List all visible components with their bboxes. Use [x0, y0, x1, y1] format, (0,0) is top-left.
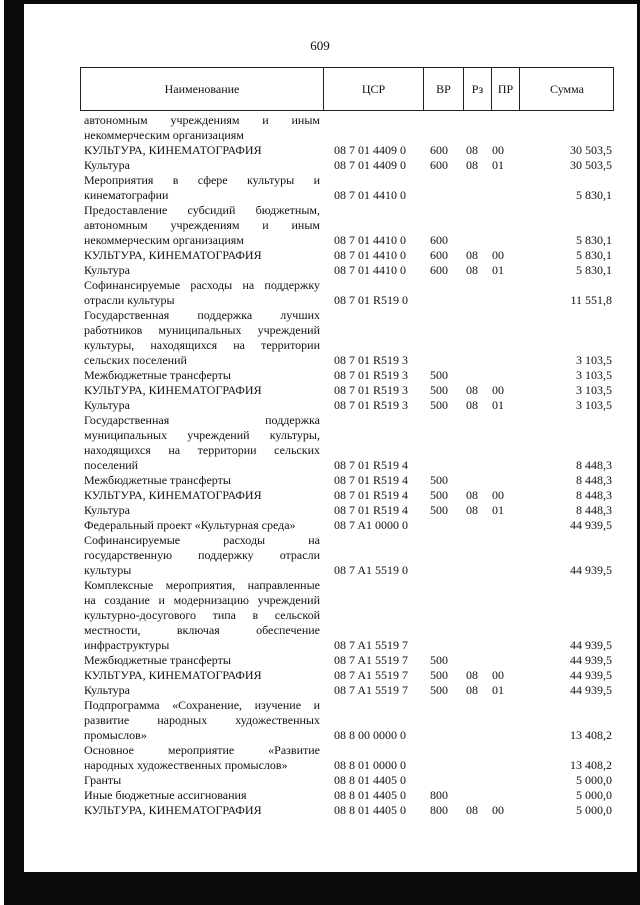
row-sum: 44 939,5 [570, 563, 612, 577]
header-sum: Сумма [550, 82, 584, 96]
row-name-line: отрасли культуры [84, 293, 175, 307]
row-pr: 00 [492, 248, 504, 262]
table-row [0, 578, 640, 653]
row-sum: 5 830,1 [576, 248, 612, 262]
row-sum: 8 448,3 [576, 488, 612, 502]
row-vr [430, 458, 460, 473]
row-vr: 600 [430, 263, 448, 277]
table-row [0, 383, 640, 398]
row-rz: 08 [466, 398, 478, 412]
row-rz [466, 563, 488, 578]
row-pr [492, 758, 518, 773]
row-sum: 13 408,2 [570, 728, 612, 742]
row-rz: 08 [466, 668, 478, 682]
row-name-line: развитие народных художественных [84, 713, 320, 727]
row-csr: 08 7 A1 5519 0 [334, 563, 409, 577]
row-rz [466, 233, 488, 248]
row-vr: 600 [430, 158, 448, 172]
table-row [0, 653, 640, 668]
row-name-line: Культура [84, 683, 130, 697]
table-row [0, 668, 640, 683]
row-rz: 08 [466, 683, 478, 697]
row-name-line: культуры, находящихся на территории [84, 338, 320, 352]
table-row [0, 788, 640, 803]
row-name-line: Культура [84, 158, 130, 172]
row-vr [430, 728, 460, 743]
row-vr [430, 188, 460, 203]
row-rz [466, 653, 488, 668]
row-rz: 08 [466, 158, 478, 172]
row-name-line: Государственная поддержка [84, 413, 320, 427]
row-name-line: КУЛЬТУРА, КИНЕМАТОГРАФИЯ [84, 488, 262, 502]
table-row [0, 773, 640, 788]
row-name-line: промыслов» [84, 728, 147, 742]
row-csr: 08 7 A1 5519 7 [334, 638, 409, 652]
row-vr: 500 [430, 368, 448, 382]
table-row [0, 158, 640, 173]
table-row [0, 278, 640, 308]
row-name-line: местности, включая обеспечение [84, 623, 320, 637]
row-name-line: Гранты [84, 773, 122, 787]
row-name-line: культурно-досугового типа в сельской [84, 608, 320, 622]
row-pr: 01 [492, 683, 504, 697]
row-vr: 500 [430, 683, 448, 697]
row-name-line: автономным учреждениям и иным [84, 218, 320, 232]
table-row [0, 398, 640, 413]
row-csr: 08 7 A1 0000 0 [334, 518, 409, 532]
row-name-line: Подпрограмма «Сохранение, изучение и [84, 698, 320, 712]
row-csr: 08 7 01 R519 3 [334, 398, 409, 412]
row-csr [334, 128, 430, 143]
row-csr: 08 7 01 R519 4 [334, 503, 409, 517]
row-csr: 08 8 01 4405 0 [334, 773, 406, 787]
row-pr [492, 653, 518, 668]
row-rz [466, 773, 488, 788]
row-csr: 08 7 A1 5519 7 [334, 653, 409, 667]
row-vr [430, 638, 460, 653]
row-rz [466, 128, 488, 143]
table-row [0, 203, 640, 248]
row-name-line: народных художественных промыслов» [84, 758, 288, 772]
row-name-line: КУЛЬТУРА, КИНЕМАТОГРАФИЯ [84, 143, 262, 157]
row-name-line: некоммерческим организациям [84, 128, 244, 142]
row-name-line: Основное мероприятие «Развитие [84, 743, 320, 757]
row-sum: 5 830,1 [576, 263, 612, 277]
row-rz [466, 293, 488, 308]
page-number: 609 [310, 38, 330, 53]
row-pr: 00 [492, 383, 504, 397]
row-vr: 500 [430, 668, 448, 682]
row-name-line: Культура [84, 503, 130, 517]
row-sum: 3 103,5 [576, 383, 612, 397]
table-row [0, 473, 640, 488]
table-row [0, 683, 640, 698]
row-rz [466, 353, 488, 368]
table-row [0, 698, 640, 743]
row-name-line: Софинансируемые расходы на поддержку [84, 278, 320, 292]
row-vr [430, 563, 460, 578]
row-vr: 600 [430, 143, 448, 157]
table-row [0, 143, 640, 158]
row-pr [492, 728, 518, 743]
table-row [0, 248, 640, 263]
row-sum [522, 128, 612, 143]
row-name-line: Культура [84, 263, 130, 277]
row-sum: 5 000,0 [576, 803, 612, 817]
header-vr: ВР [424, 68, 464, 110]
row-rz [466, 518, 488, 533]
row-vr: 800 [430, 788, 448, 802]
row-vr [430, 518, 460, 533]
row-csr: 08 7 01 R519 3 [334, 368, 409, 382]
row-sum: 3 103,5 [576, 398, 612, 412]
row-name-line: Государственная поддержка лучших [84, 308, 320, 322]
row-sum: 30 503,5 [570, 158, 612, 172]
row-pr [492, 368, 518, 383]
header-csr: ЦСР [324, 68, 424, 110]
row-vr: 800 [430, 803, 448, 817]
row-name-line: кинематографии [84, 188, 169, 202]
row-vr [430, 128, 460, 143]
header-name: Наименование [81, 68, 324, 110]
row-pr: 01 [492, 263, 504, 277]
row-csr: 08 7 01 4410 0 [334, 263, 406, 277]
row-name-line: Культура [84, 398, 130, 412]
row-pr [492, 233, 518, 248]
row-rz: 08 [466, 803, 478, 817]
row-vr: 500 [430, 503, 448, 517]
row-name-line: работников муниципальных учреждений [84, 323, 320, 337]
row-name-line: Федеральный проект «Культурная среда» [84, 518, 296, 532]
row-sum: 44 939,5 [570, 668, 612, 682]
row-rz: 08 [466, 263, 478, 277]
row-name-line: Межбюджетные трансферты [84, 653, 231, 667]
header-rz: Рз [464, 68, 492, 110]
row-pr [492, 458, 518, 473]
row-pr: 01 [492, 158, 504, 172]
row-csr: 08 7 01 4410 0 [334, 248, 406, 262]
row-sum: 44 939,5 [570, 638, 612, 652]
row-rz: 08 [466, 488, 478, 502]
row-vr: 500 [430, 488, 448, 502]
row-vr [430, 293, 460, 308]
table-row [0, 503, 640, 518]
table-row [0, 743, 640, 773]
row-csr: 08 7 A1 5519 7 [334, 668, 409, 682]
table-row [0, 368, 640, 383]
row-name-line: КУЛЬТУРА, КИНЕМАТОГРАФИЯ [84, 248, 262, 262]
row-name-line: государственную поддержку отрасли [84, 548, 320, 562]
row-csr: 08 7 01 R519 0 [334, 293, 409, 307]
table-row [0, 308, 640, 368]
row-csr: 08 7 01 4409 0 [334, 143, 406, 157]
row-sum: 3 103,5 [576, 368, 612, 382]
row-vr: 500 [430, 383, 448, 397]
row-sum: 5 000,0 [576, 788, 612, 802]
row-pr: 00 [492, 803, 504, 817]
row-csr: 08 7 01 R519 4 [334, 488, 409, 502]
row-pr [492, 128, 518, 143]
row-rz [466, 728, 488, 743]
row-csr: 08 8 01 4405 0 [334, 788, 406, 802]
row-vr [430, 353, 460, 368]
row-pr: 01 [492, 503, 504, 517]
row-sum: 13 408,2 [570, 758, 612, 772]
row-pr [492, 788, 518, 803]
row-rz: 08 [466, 248, 478, 262]
row-name-line: Межбюджетные трансферты [84, 368, 231, 382]
row-rz [466, 758, 488, 773]
row-sum: 30 503,5 [570, 143, 612, 157]
row-vr: 500 [430, 473, 448, 487]
row-sum: 11 551,8 [570, 293, 612, 307]
table-row [0, 533, 640, 578]
row-sum: 8 448,3 [576, 503, 612, 517]
row-sum: 5 830,1 [576, 233, 612, 247]
row-sum: 3 103,5 [576, 353, 612, 367]
row-pr [492, 293, 518, 308]
row-pr [492, 353, 518, 368]
row-name-line: Иные бюджетные ассигнования [84, 788, 247, 802]
row-csr: 08 8 01 0000 0 [334, 758, 406, 772]
row-csr: 08 8 01 4405 0 [334, 803, 406, 817]
row-pr [492, 518, 518, 533]
row-name-line: КУЛЬТУРА, КИНЕМАТОГРАФИЯ [84, 383, 262, 397]
row-vr: 500 [430, 653, 448, 667]
row-vr: 600 [430, 233, 448, 247]
table-row [0, 173, 640, 203]
row-name-line: Комплексные мероприятия, направленные [84, 578, 320, 592]
row-name-line: Мероприятия в сфере культуры и [84, 173, 320, 187]
row-pr: 00 [492, 488, 504, 502]
row-csr: 08 7 01 R519 4 [334, 473, 409, 487]
row-pr: 00 [492, 143, 504, 157]
row-pr [492, 773, 518, 788]
table-header [80, 67, 614, 111]
row-csr: 08 8 00 0000 0 [334, 728, 406, 742]
row-name-line: на создание и модернизацию учреждений [84, 593, 320, 607]
table-row [0, 488, 640, 503]
row-name-line: КУЛЬТУРА, КИНЕМАТОГРАФИЯ [84, 668, 262, 682]
row-sum: 44 939,5 [570, 683, 612, 697]
row-csr: 08 7 01 4409 0 [334, 158, 406, 172]
row-sum: 5 830,1 [576, 188, 612, 202]
row-vr: 600 [430, 248, 448, 262]
header-pr: ПР [492, 68, 520, 110]
scan-border-top [4, 0, 640, 4]
row-rz [466, 788, 488, 803]
row-name-line: Софинансируемые расходы на [84, 533, 320, 547]
row-pr [492, 638, 518, 653]
table-row [0, 263, 640, 278]
row-rz: 08 [466, 503, 478, 517]
row-rz [466, 458, 488, 473]
row-pr: 01 [492, 398, 504, 412]
row-rz [466, 188, 488, 203]
scan-border-bottom [4, 872, 640, 905]
table-row [0, 803, 640, 818]
row-vr [430, 758, 460, 773]
row-rz [466, 638, 488, 653]
row-csr: 08 7 01 4410 0 [334, 188, 406, 202]
row-name-line: Межбюджетные трансферты [84, 473, 231, 487]
row-rz [466, 368, 488, 383]
row-sum: 8 448,3 [576, 458, 612, 472]
table-row [0, 518, 640, 533]
row-rz: 08 [466, 383, 478, 397]
row-vr: 500 [430, 398, 448, 412]
row-pr [492, 563, 518, 578]
row-csr: 08 7 01 4410 0 [334, 233, 406, 247]
row-name-line: автономным учреждениям и иным [84, 113, 320, 127]
row-pr: 00 [492, 668, 504, 682]
row-pr [492, 473, 518, 488]
row-sum: 5 000,0 [576, 773, 612, 787]
row-sum: 44 939,5 [570, 653, 612, 667]
row-name-line: КУЛЬТУРА, КИНЕМАТОГРАФИЯ [84, 803, 262, 817]
row-rz: 08 [466, 143, 478, 157]
row-name-line: некоммерческим организациям [84, 233, 244, 247]
row-csr: 08 7 01 R519 3 [334, 353, 409, 367]
row-csr: 08 7 01 R519 3 [334, 383, 409, 397]
row-name-line: поселений [84, 458, 139, 472]
row-pr [492, 188, 518, 203]
row-name-line: сельских поселений [84, 353, 187, 367]
row-sum: 44 939,5 [570, 518, 612, 532]
row-name-line: культуры [84, 563, 132, 577]
table-row [0, 413, 640, 473]
row-csr: 08 7 A1 5519 7 [334, 683, 409, 697]
row-name-line: муниципальных учреждений культуры, [84, 428, 320, 442]
table-row [0, 113, 640, 143]
row-sum: 8 448,3 [576, 473, 612, 487]
row-name-line: Предоставление субсидий бюджетным, [84, 203, 320, 217]
row-csr: 08 7 01 R519 4 [334, 458, 409, 472]
row-rz [466, 473, 488, 488]
row-name-line: находящихся на территории сельских [84, 443, 320, 457]
row-vr [430, 773, 460, 788]
row-name-line: инфраструктуры [84, 638, 170, 652]
